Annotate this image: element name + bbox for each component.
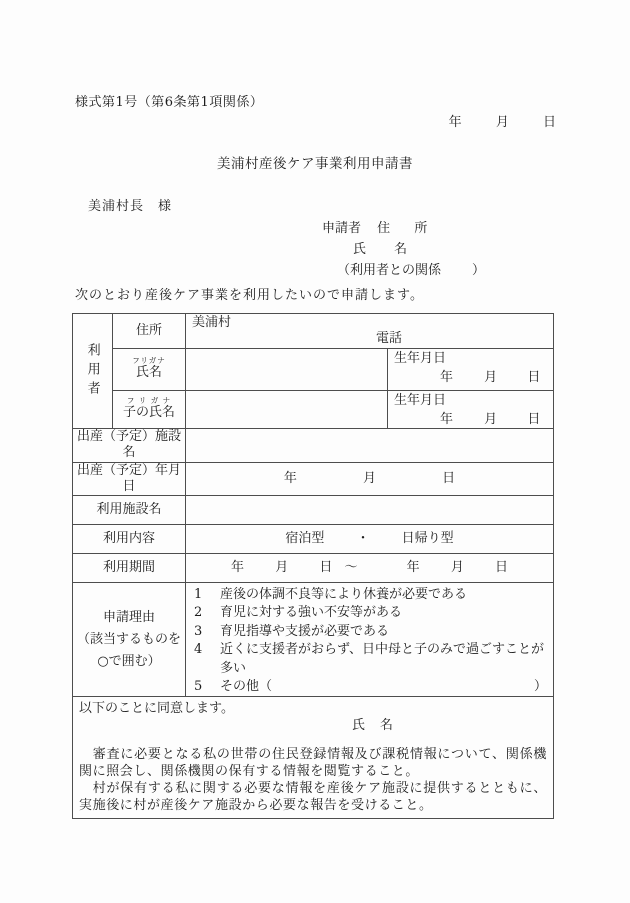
consent-intro: 以下のことに同意します。: [79, 701, 234, 717]
address-value: 美浦村: [192, 315, 232, 330]
use-type-option-overnight: 宿泊型: [285, 530, 325, 546]
cell-birth-facility-label: [73, 429, 186, 463]
row-use-period: [73, 554, 554, 583]
row-reason: [73, 583, 554, 697]
header-date-month: 月: [495, 115, 509, 130]
birth-facility-label: 出産（予定）施設名: [76, 429, 181, 461]
cell-name-label: [113, 348, 186, 390]
use-type-label: 利用内容: [102, 530, 155, 546]
header-date-day: 日: [542, 115, 556, 130]
reason-label-line1: 申請理由: [102, 609, 155, 625]
reason-option-3: 3 育児指導や支援が必要である: [194, 623, 390, 639]
phone-label: 電話: [376, 331, 403, 347]
applicant-label: 申請者: [322, 221, 362, 236]
reason-option-4: 4 近くに支援者がおらず、日中母と子のみで過ごすことが多い: [194, 642, 544, 676]
reason-option-5: 5 その他（ ）: [194, 678, 547, 696]
cell-child-name-label: [113, 390, 186, 429]
name-label: 氏名: [135, 365, 162, 380]
use-type-separator: ・: [356, 530, 370, 546]
use-period-label: 利用期間: [102, 559, 155, 575]
relation-open: （利用者との関係: [337, 263, 442, 278]
cell-use-facility-value: [186, 496, 554, 525]
cell-consent: [73, 697, 554, 819]
period-tilde: ～: [344, 559, 358, 575]
row-use-facility: [73, 496, 554, 525]
row-birth-facility: [73, 429, 554, 463]
cell-child-birthdate: [388, 390, 554, 429]
cell-use-type-label: [73, 525, 186, 554]
cell-address-value: [186, 314, 554, 349]
cell-reason-options: [186, 583, 554, 697]
row-birth-date: [73, 462, 554, 496]
spacer: [79, 734, 547, 747]
cell-birth-facility-value: [186, 429, 554, 463]
form-number: 様式第1号（第6条第1項関係）: [75, 95, 264, 110]
cell-birth-date-label: [73, 462, 186, 496]
applicant-relation-line: [337, 263, 485, 279]
reason-option-1: 1 産後の体調不良等により休養が必要である: [194, 587, 468, 602]
applicant-name-label: 氏: [353, 242, 367, 257]
cell-use-type-value: [186, 525, 554, 554]
address-label: 住所: [135, 322, 162, 338]
applicant-address-label: 住: [377, 221, 391, 236]
reason-option-5-close-paren: ）: [534, 679, 548, 695]
row-child-name: [73, 390, 554, 429]
addressee: 美浦村長 様: [88, 199, 173, 214]
child-name-label: 子の氏名: [122, 405, 175, 421]
consent-paragraph-1: 審査に必要となる私の世帯の住民登録情報及び課税情報について、関係機関に照会し、関係機関の保有する情報を閲覧すること。: [79, 747, 548, 780]
cell-name-value: [186, 348, 388, 390]
furigana-label: フ リ ガ ナ: [126, 396, 172, 405]
cell-birth-date-value: 年 月 日: [186, 462, 554, 496]
header-date-line: [0, 115, 556, 131]
birthdate-units: 年 月 日: [440, 369, 541, 385]
cell-use-period-value: 年 月 日 ～ 年 月 日: [186, 554, 554, 583]
use-facility-label: 利用施設名: [96, 501, 162, 517]
row-consent: [73, 697, 554, 819]
birthdate-units: 年 月 日: [440, 411, 541, 427]
cell-reason-label: [73, 583, 186, 697]
row-address: [73, 314, 554, 349]
furigana-label: フリガナ: [132, 355, 166, 365]
relation-close: ）: [471, 263, 485, 278]
intro-sentence: 次のとおり産後ケア事業を利用したいので申請します。: [75, 288, 424, 303]
applicant-address-line: 申請者 住 所: [322, 221, 428, 236]
consent-paragraph-2: 村が保有する私に関する必要な情報を産後ケア施設に提供するとともに、実施後に村が産後ケア施設から必要な報告を受けること。: [79, 781, 548, 813]
row-use-type: [73, 525, 554, 554]
use-type-option-daytrip: 日帰り型: [401, 530, 454, 546]
page-title: 美浦村産後ケア事業利用申請書: [217, 156, 413, 172]
row-name: [73, 348, 554, 390]
reason-option-2: 2 育児に対する強い不安等がある: [194, 605, 403, 621]
cell-use-facility-label: [73, 496, 186, 525]
birthdate-label: 生年月日: [394, 350, 447, 366]
user-group-label: 利用者: [84, 342, 100, 400]
header-date-year: 年: [448, 115, 462, 130]
cell-name-birthdate: [388, 348, 554, 390]
application-table: [72, 313, 554, 819]
reason-label-line3: ○で囲む）: [97, 653, 161, 669]
applicant-name-line: 氏 名: [353, 242, 408, 257]
cell-child-name-value: [186, 390, 388, 429]
reason-label-line2: （該当するものを: [76, 631, 181, 647]
cell-address-label: [113, 314, 186, 349]
consent-name-label: 氏 名: [352, 718, 395, 734]
cell-use-period-label: [73, 554, 186, 583]
birth-date-label: 出産（予定）年月日: [76, 462, 181, 494]
cell-user-group: [73, 314, 113, 429]
birthdate-label: 生年月日: [394, 392, 447, 408]
